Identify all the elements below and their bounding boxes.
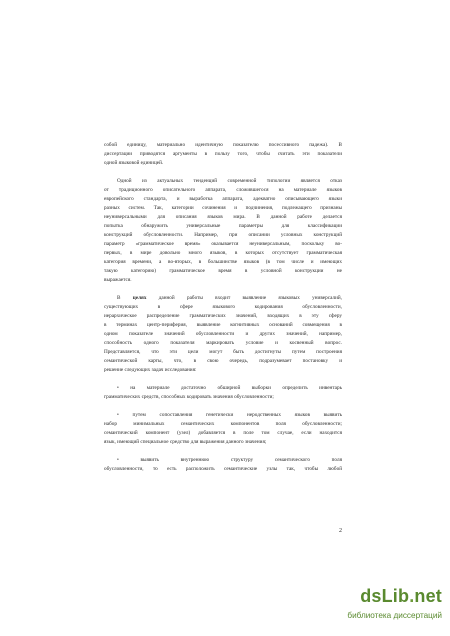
text-line: разных систем. Так, категории сочинения и подчинения, подлежащего признаны — [104, 205, 342, 211]
watermark-site-name — [360, 586, 442, 607]
text-line: неуниверсальными для описания языков мира. В данной работе делается — [104, 214, 342, 220]
text-line: обусловленности, то есть расположить семантические узлы так, чтобы любой — [104, 466, 342, 472]
text-line: • на материале достаточно обширной выборки определить инвентарь — [117, 385, 342, 391]
text-line: Одной из актуальных тенденций современной типологии является отказ — [117, 178, 342, 184]
text-line: существующих в сфере языкового кодирования обусловленности, — [104, 304, 342, 310]
text-line: язык, имеющий специальное средство для выражения данного значения; — [104, 439, 267, 445]
text-line: • выявить внутреннюю структуру семантического поля — [117, 457, 342, 463]
text-line: категория времени, а во-вторых, в большинстве языков (в том числе и имеющих — [104, 259, 342, 265]
text-line: первых, в мире довольно много языков, в которых отсутствует грамматическая — [104, 250, 342, 256]
text-line: иерархическое распределение грамматических значений, входящих в эту сферу — [104, 313, 342, 319]
dslib-watermark[interactable] — [348, 586, 448, 630]
watermark-site-name-part1: dsLib — [360, 586, 410, 606]
page-number: 2 — [339, 528, 342, 534]
text-line: семантический компонент (узел) добавляется в поле том случае, если находится — [104, 430, 342, 436]
text-line: В целях данной работы входит выявление языковых универсалий, — [117, 295, 342, 301]
text-line: такую категорию) грамматическое время в условной конструкции не — [104, 268, 342, 274]
text-line: набор минимальных семантических компонентов поля обусловленности; — [104, 421, 342, 427]
text-line: одном показателе значений обусловленности и других значений, например, — [104, 331, 342, 337]
text-line: • путем сопоставления генетически неродственных языков выявить — [117, 412, 342, 418]
watermark-tagline: библиотека диссертаций — [347, 611, 442, 620]
text-line: Представляется, что эти цели могут быть достигнуты путем построения — [104, 349, 342, 355]
text-line: параметр «грамматическое время» оказывается неуниверсальным, поскольку во- — [104, 241, 342, 247]
text-line: собой единицу, материально идентичную показателю посессивного падежа). В — [104, 142, 342, 148]
text-line: попытка обнаружить универсальные параметры для классификации — [104, 223, 342, 229]
text-line: от традиционного описательного аппарата, сложившегося на материале языков — [104, 187, 342, 193]
watermark-site-name-dot: . — [409, 586, 415, 606]
watermark-site-name-part2: net — [414, 586, 442, 606]
text-line: конструкций обусловленности. Например, при описании условных конструкций — [104, 232, 342, 238]
text-line: грамматических средств, способных кодировать значения обусловленности; — [104, 394, 274, 400]
text-line: выражается. — [104, 277, 132, 283]
text-line: способность одного показателя маркировать условие и косвенный вопрос. — [104, 340, 342, 346]
text-line: диссертации приводятся аргументы в пользу того, чтобы считать эти показатели — [104, 151, 342, 157]
text-line: семантической карты, что, в свою очередь, подразумевает постановку и — [104, 358, 342, 364]
emphasized-word: целях — [132, 295, 147, 301]
text-line: одной языковой единицей. — [104, 160, 164, 166]
text-line: в терминах центр-периферия, выявление когнитивных оснований совмещения в — [104, 322, 342, 328]
text-line: решение следующих задач исследования: — [104, 367, 197, 373]
text-line: европейского стандарта, и выработка аппарата, адекватно описывающего языки — [104, 196, 342, 202]
